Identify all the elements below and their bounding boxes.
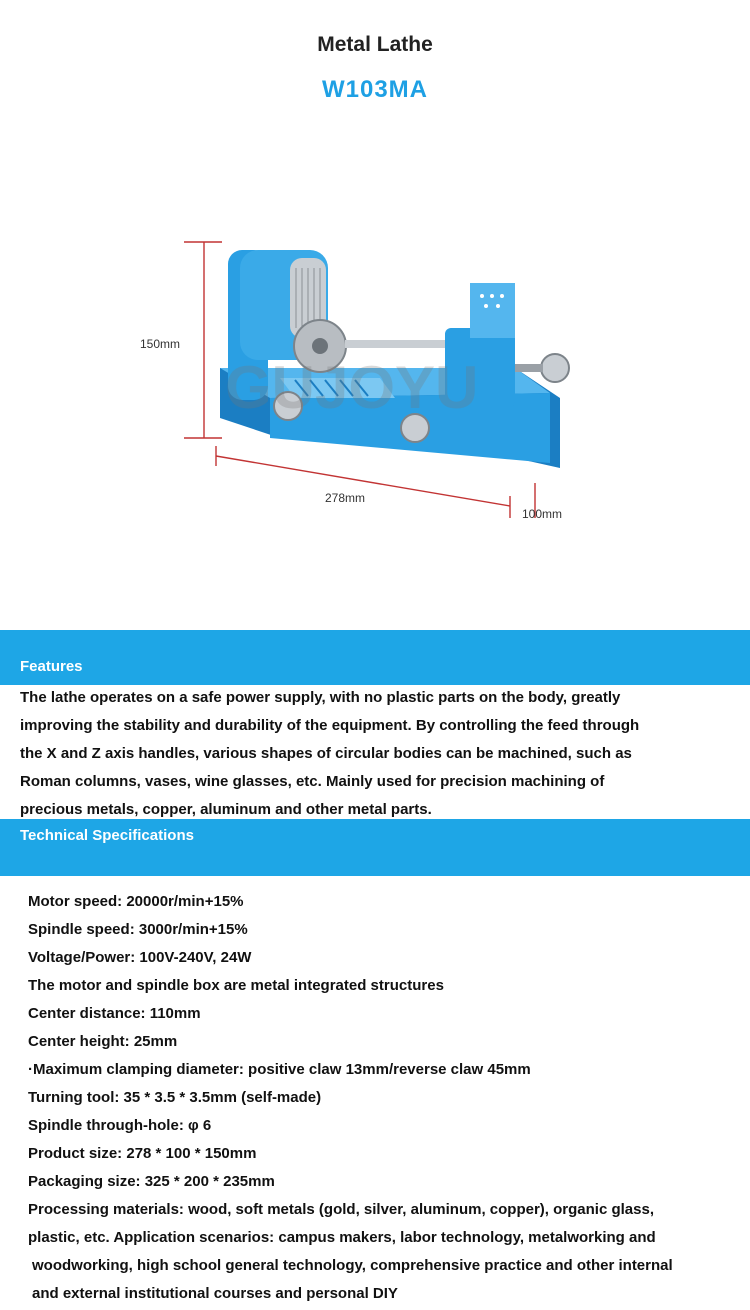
product-image bbox=[130, 228, 600, 538]
features-line: precious metals, copper, aluminum and other metal parts. bbox=[20, 801, 432, 818]
spec-item: Product size: 278 * 100 * 150mm bbox=[28, 1145, 257, 1162]
features-text bbox=[20, 684, 720, 824]
spec-item: Turning tool: 35 * 3.5 * 3.5mm (self-made) bbox=[28, 1089, 322, 1106]
spec-item: Spindle through-hole: φ 6 bbox=[28, 1117, 212, 1134]
features-line: improving the stability and durability of the equipment. By controlling the feed through bbox=[20, 717, 640, 734]
spec-item: Spindle speed: 3000r/min+15% bbox=[28, 921, 248, 938]
spec-item: Motor speed: 20000r/min+15% bbox=[28, 893, 244, 910]
height-label: 150mm bbox=[140, 337, 181, 351]
features-line: Roman columns, vases, wine glasses, etc. Mainly used for precision machining of bbox=[20, 773, 605, 790]
width-label: 100mm bbox=[522, 507, 563, 521]
spec-paragraph bbox=[28, 1196, 728, 1308]
model-number: W103MA bbox=[321, 76, 429, 103]
watermark: GUJOYU bbox=[225, 354, 479, 421]
spec-paragraph-line: woodworking, high school general technology, comprehensive practice and other internal bbox=[32, 1257, 673, 1274]
features-band bbox=[0, 630, 750, 685]
spec-item: Center height: 25mm bbox=[28, 1033, 178, 1050]
specs-heading: Technical Specifications bbox=[20, 827, 194, 844]
spec-paragraph-line: and external institutional courses and personal DIY bbox=[32, 1285, 398, 1302]
features-line: the X and Z axis handles, various shapes of circular bodies can be machined, such as bbox=[20, 745, 632, 762]
spec-list bbox=[28, 888, 728, 1196]
spec-paragraph-line: Processing materials: wood, soft metals (gold, silver, aluminum, copper), organic glass, bbox=[28, 1201, 654, 1218]
spec-item: Voltage/Power: 100V-240V, 24W bbox=[28, 949, 252, 966]
length-label: 278mm bbox=[325, 491, 366, 505]
spec-item: Center distance: 110mm bbox=[28, 1005, 201, 1022]
features-heading: Features bbox=[20, 658, 83, 675]
spec-paragraph-line: plastic, etc. Application scenarios: campus makers, labor technology, metalworking and bbox=[28, 1229, 656, 1246]
page-title: Metal Lathe bbox=[317, 33, 433, 56]
spec-item: ·Maximum clamping diameter: positive claw 13mm/reverse claw 45mm bbox=[28, 1061, 531, 1078]
spec-item: Packaging size: 325 * 200 * 235mm bbox=[28, 1173, 275, 1190]
spec-item: The motor and spindle box are metal integrated structures bbox=[28, 977, 444, 994]
features-line: The lathe operates on a safe power supply, with no plastic parts on the body, greatly bbox=[20, 689, 621, 706]
